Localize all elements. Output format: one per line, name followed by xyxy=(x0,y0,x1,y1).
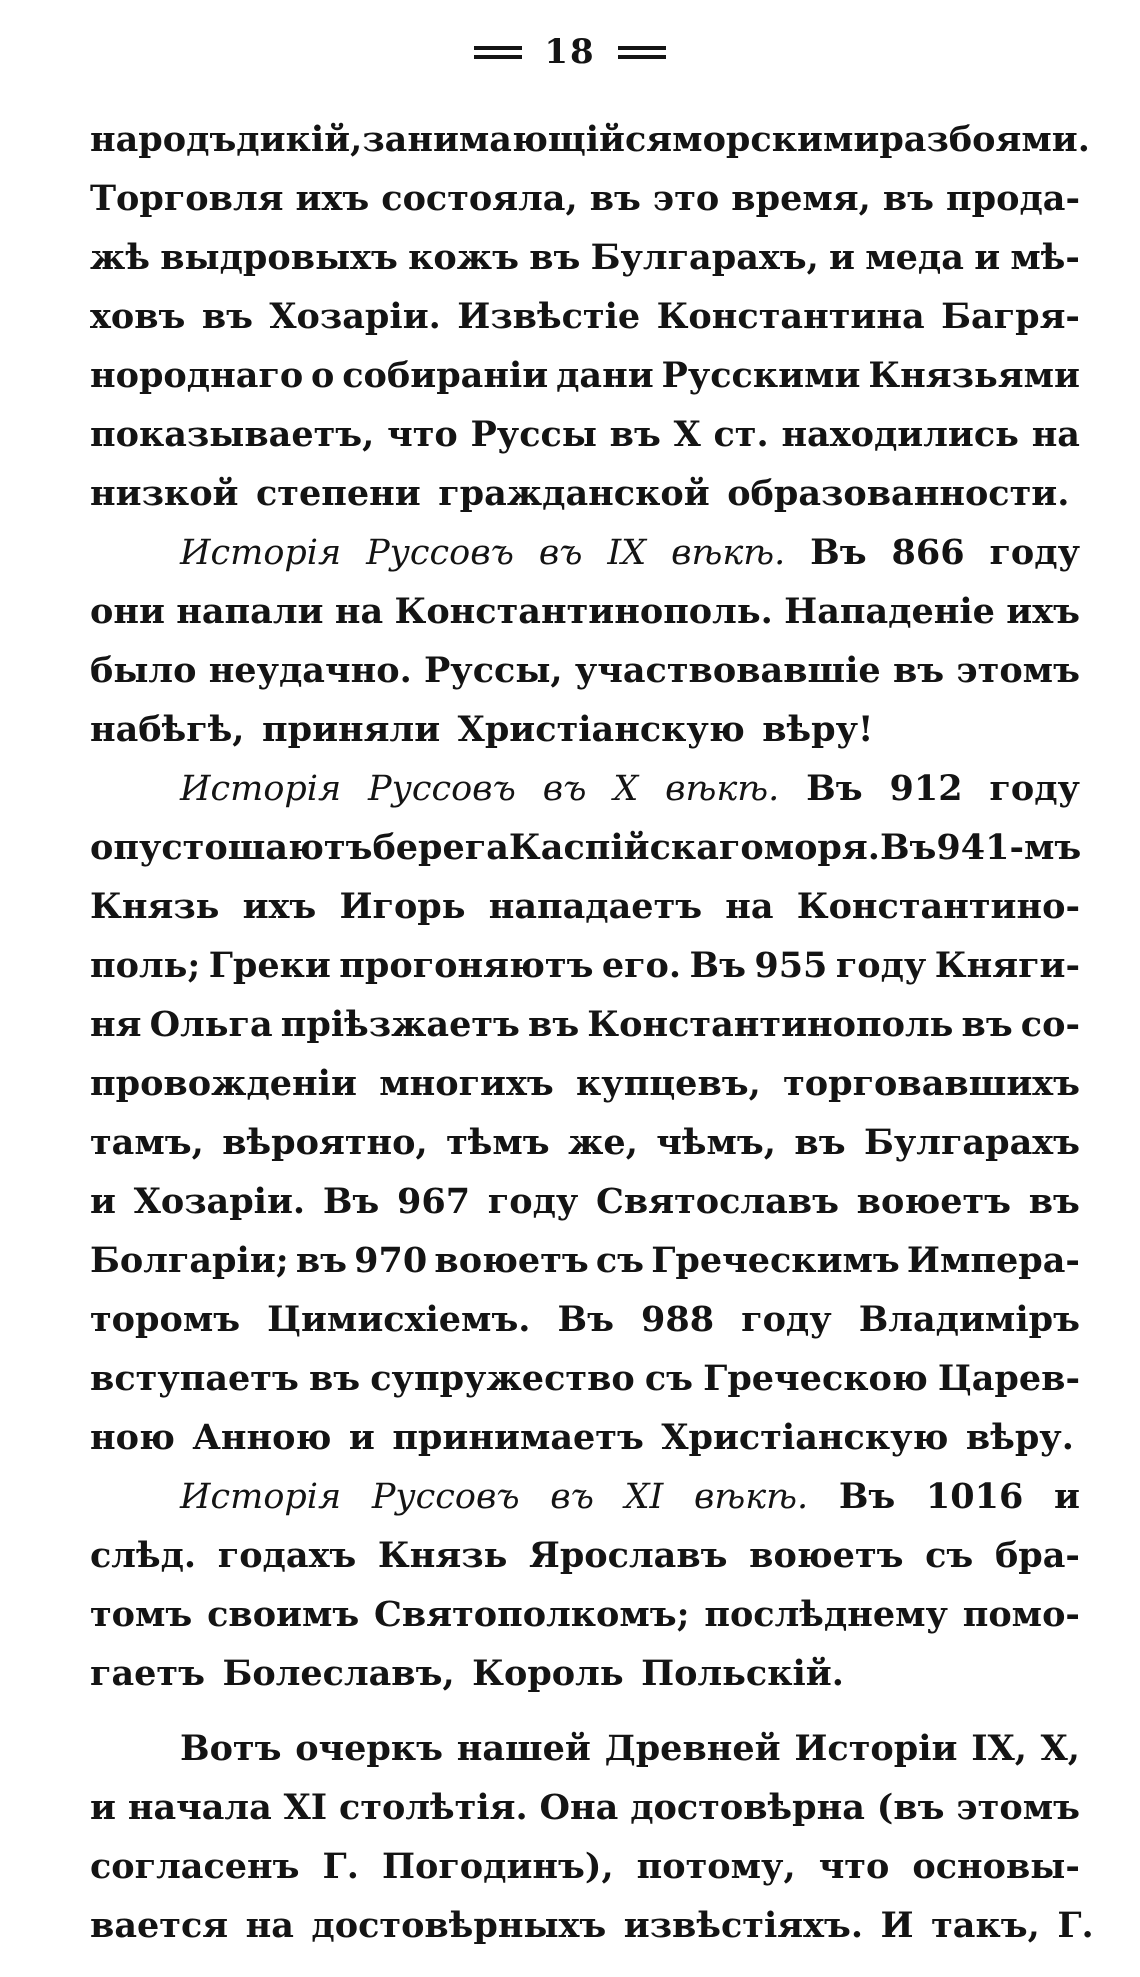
word: годахъ xyxy=(217,1535,357,1576)
word: Въ xyxy=(838,1476,896,1517)
word: Ольга xyxy=(149,1004,273,1045)
word: Багря- xyxy=(941,296,1080,337)
word: Анною xyxy=(192,1417,332,1458)
word: вступаетъ xyxy=(90,1358,299,1399)
italic-heading-word: Руссовъ xyxy=(368,769,516,809)
word: Болгаріи; xyxy=(90,1240,289,1281)
word: собираніи xyxy=(342,355,549,396)
word: Святополкомъ; xyxy=(374,1594,690,1635)
word: степени xyxy=(256,473,421,514)
word: ихъ xyxy=(295,178,370,219)
word: принимаетъ xyxy=(392,1417,644,1458)
text-line xyxy=(90,1172,1080,1231)
italic-heading-word: вѣкѣ. xyxy=(694,1477,809,1517)
word: Въ xyxy=(322,1181,380,1222)
word: въ xyxy=(295,1240,348,1281)
word: что xyxy=(387,414,458,455)
word: Г. xyxy=(322,1846,359,1887)
word: начала xyxy=(127,1787,272,1828)
word: 970 xyxy=(354,1240,428,1281)
word: вѣру. xyxy=(965,1417,1074,1458)
text-line xyxy=(90,1467,1080,1526)
word: Хозаріи. xyxy=(133,1181,306,1222)
word: тѣмъ xyxy=(446,1122,550,1163)
word: Древней xyxy=(604,1728,781,1769)
word: году xyxy=(741,1299,832,1340)
word: 967 xyxy=(397,1181,471,1222)
word: послѣднему xyxy=(704,1594,948,1635)
word: участвовавшіе xyxy=(574,650,881,691)
text-line xyxy=(90,1349,1080,1408)
word: многихъ xyxy=(379,1063,554,1104)
word: Погодинъ), xyxy=(381,1846,614,1887)
word: жѣ xyxy=(90,237,150,278)
word: неудачно. xyxy=(208,650,412,691)
word: 866 xyxy=(891,532,965,573)
word: прода- xyxy=(946,178,1080,219)
word: очеркъ xyxy=(295,1728,444,1769)
italic-heading-word: XI xyxy=(624,1477,664,1517)
word: набѣгѣ, xyxy=(90,709,245,750)
word: потому, xyxy=(636,1846,796,1887)
word: Болеславъ, xyxy=(222,1653,455,1694)
header-rule-right xyxy=(618,41,666,63)
word: же, xyxy=(568,1122,638,1163)
word: Греческимъ xyxy=(651,1240,900,1281)
word: съ xyxy=(595,1240,645,1281)
word: на xyxy=(334,591,384,632)
word: (въ xyxy=(876,1787,945,1828)
text-line xyxy=(90,169,1080,228)
word: ихъ xyxy=(1006,591,1080,632)
text-line xyxy=(90,110,1090,169)
word: вѣру! xyxy=(762,709,874,750)
text-line xyxy=(90,1837,1080,1896)
word: Константина xyxy=(656,296,925,337)
word: со- xyxy=(1020,1004,1080,1045)
text-line xyxy=(90,582,1080,641)
word: занимающійся xyxy=(362,119,673,160)
italic-heading-word: Исторія xyxy=(180,769,342,809)
word: чѣмъ, xyxy=(656,1122,776,1163)
word: бра- xyxy=(994,1535,1080,1576)
word: народъ xyxy=(90,119,237,160)
word: меда xyxy=(865,237,964,278)
word: время, xyxy=(731,178,871,219)
text-line xyxy=(90,464,1080,523)
word: съ xyxy=(925,1535,974,1576)
italic-heading-word: вѣкѣ. xyxy=(671,533,786,573)
text-line xyxy=(90,405,1080,464)
text-line xyxy=(90,346,1080,405)
text-line xyxy=(90,1719,1080,1778)
word: IX, xyxy=(971,1728,1027,1769)
word: X, xyxy=(1040,1728,1080,1769)
word: Польскій. xyxy=(641,1653,844,1694)
italic-heading-word: Руссовъ xyxy=(371,1477,520,1517)
word: гаетъ xyxy=(90,1653,205,1694)
word: показываетъ, xyxy=(90,414,375,455)
word: на xyxy=(725,886,774,927)
text-line xyxy=(90,1054,1080,1113)
paragraph-gap xyxy=(90,1703,1080,1719)
word: такъ, xyxy=(931,1905,1040,1946)
word: приняли xyxy=(262,709,441,750)
word: X xyxy=(673,414,701,455)
word: разбоями. xyxy=(879,119,1090,160)
word: ховъ xyxy=(90,296,186,337)
word: нороднаго xyxy=(90,355,304,396)
word: Греческою xyxy=(703,1358,928,1399)
word: Князь xyxy=(377,1535,508,1576)
text-line xyxy=(90,700,1080,759)
text-line xyxy=(90,641,1080,700)
word: году xyxy=(835,945,927,986)
word: прогоняютъ xyxy=(339,945,594,986)
word: ст. xyxy=(713,414,769,455)
word: купцевъ, xyxy=(576,1063,761,1104)
word: въ xyxy=(201,296,253,337)
text-line xyxy=(90,1896,1094,1955)
word: Константинополь. xyxy=(394,591,773,632)
text-line xyxy=(90,1585,1080,1644)
word: и xyxy=(829,237,855,278)
word: вѣроятно, xyxy=(222,1122,428,1163)
word: этомъ xyxy=(956,650,1080,691)
italic-heading-word: Руссовъ xyxy=(366,533,514,573)
word: году xyxy=(989,768,1080,809)
word: это xyxy=(652,178,720,219)
word: воюетъ xyxy=(434,1240,589,1281)
word: опустошаютъ xyxy=(90,827,373,868)
word: вается xyxy=(90,1905,229,1946)
word: Хозаріи. xyxy=(269,296,441,337)
word: тамъ, xyxy=(90,1122,204,1163)
italic-heading-word: вѣкѣ. xyxy=(665,769,780,809)
word: въ xyxy=(1028,1181,1080,1222)
text-line xyxy=(90,1231,1080,1290)
word: въ xyxy=(589,178,641,219)
word: на xyxy=(245,1905,294,1946)
italic-heading-word: Исторія xyxy=(180,1477,342,1517)
word: ня xyxy=(90,1004,142,1045)
word: нападаетъ xyxy=(488,886,703,927)
word: въ xyxy=(528,1004,580,1045)
word: въ xyxy=(892,650,945,691)
word: берега xyxy=(372,827,509,868)
word: нашей xyxy=(456,1728,591,1769)
word: Христіанскую xyxy=(661,1417,949,1458)
word: въ xyxy=(308,1358,361,1399)
word: 988 xyxy=(641,1299,715,1340)
word: Исторіи xyxy=(794,1728,958,1769)
word: 941-мъ xyxy=(936,827,1082,868)
word: что xyxy=(818,1846,890,1887)
word: слѣд. xyxy=(90,1535,197,1576)
word: И xyxy=(880,1905,914,1946)
word: Въ xyxy=(689,945,746,986)
page-header xyxy=(0,22,1140,82)
word: согласенъ xyxy=(90,1846,300,1887)
word: состояла, xyxy=(381,178,578,219)
italic-heading-word: X xyxy=(613,769,639,809)
word: Ярославъ xyxy=(528,1535,728,1576)
text-line xyxy=(90,1778,1080,1837)
text-line xyxy=(90,228,1080,287)
word: Булгарахъ, xyxy=(590,237,819,278)
word: и xyxy=(974,237,1001,278)
word: 1016 xyxy=(925,1476,1024,1517)
word: Игорь xyxy=(339,886,466,927)
word: году xyxy=(487,1181,579,1222)
italic-heading-word: въ xyxy=(550,1477,594,1517)
word: Въ xyxy=(557,1299,614,1340)
word: въ xyxy=(794,1122,846,1163)
text-line xyxy=(90,759,1080,818)
word: этомъ xyxy=(956,1787,1080,1828)
word: Руссы, xyxy=(423,650,563,691)
word: кожъ xyxy=(408,237,519,278)
word: они xyxy=(90,591,165,632)
word: на xyxy=(1031,414,1080,455)
word: пріѣзжаетъ xyxy=(280,1004,520,1045)
word: дани xyxy=(556,355,654,396)
word: 955 xyxy=(754,945,828,986)
text-line xyxy=(90,936,1080,995)
header-rule-left xyxy=(474,41,522,63)
word: о xyxy=(311,355,335,396)
word: торомъ xyxy=(90,1299,241,1340)
word: Греки xyxy=(208,945,331,986)
word: столѣтія. xyxy=(339,1787,528,1828)
word: 912 xyxy=(889,768,963,809)
word: супружество xyxy=(370,1358,635,1399)
word: воюетъ xyxy=(856,1181,1012,1222)
body-text xyxy=(90,110,1094,1955)
word: мѣ- xyxy=(1010,237,1080,278)
word: основы- xyxy=(912,1846,1080,1887)
text-line xyxy=(90,818,1080,877)
word: и xyxy=(90,1787,116,1828)
word: Г. xyxy=(1057,1905,1094,1946)
word: Въ xyxy=(810,532,867,573)
word: достовѣрна xyxy=(630,1787,865,1828)
word: Извѣстіе xyxy=(457,296,641,337)
text-line xyxy=(90,1113,1080,1172)
word: Христіанскую xyxy=(457,709,745,750)
text-line xyxy=(90,877,1080,936)
italic-heading-word: въ xyxy=(542,769,587,809)
text-line xyxy=(90,1408,1080,1467)
text-line xyxy=(90,1644,1080,1703)
text-line xyxy=(90,1526,1080,1585)
word: Нападеніе xyxy=(784,591,995,632)
word: ною xyxy=(90,1417,175,1458)
word: Константино- xyxy=(796,886,1080,927)
italic-heading-word: въ xyxy=(538,533,583,573)
word: съ xyxy=(644,1358,694,1399)
text-line xyxy=(90,287,1080,346)
word: гражданской xyxy=(438,473,710,514)
word: Русскими xyxy=(661,355,861,396)
word: достовѣрныхъ xyxy=(311,1905,607,1946)
word: Царев- xyxy=(937,1358,1080,1399)
word: Въ xyxy=(806,768,863,809)
word: его. xyxy=(601,945,682,986)
word: Руссы xyxy=(470,414,597,455)
word: извѣстіяхъ. xyxy=(623,1905,864,1946)
word: низкой xyxy=(90,473,239,514)
page-number: 18 xyxy=(544,32,596,72)
word: было xyxy=(90,650,197,691)
word: томъ xyxy=(90,1594,193,1635)
word: Булгарахъ xyxy=(863,1122,1080,1163)
word: своимъ xyxy=(207,1594,360,1635)
word: въ xyxy=(882,178,934,219)
word: Король xyxy=(472,1653,624,1694)
word: Торговля xyxy=(90,178,284,219)
word: ихъ xyxy=(242,886,317,927)
word: Вотъ xyxy=(180,1728,282,1769)
word: Владиміръ xyxy=(858,1299,1080,1340)
word: въ xyxy=(609,414,661,455)
word: помо- xyxy=(962,1594,1080,1635)
word: Въ xyxy=(879,827,937,868)
word: и xyxy=(348,1417,375,1458)
text-line xyxy=(90,523,1080,582)
text-line xyxy=(90,1290,1080,1349)
italic-heading-word: Исторія xyxy=(180,533,342,573)
word: и xyxy=(90,1181,116,1222)
word: въ xyxy=(961,1004,1013,1045)
word: напали xyxy=(176,591,324,632)
text-line xyxy=(90,995,1080,1054)
word: году xyxy=(989,532,1080,573)
word: Святославъ xyxy=(596,1181,839,1222)
italic-heading-word: IX xyxy=(607,533,647,573)
word: Импера- xyxy=(906,1240,1080,1281)
word: Она xyxy=(539,1787,619,1828)
word: Каспійскаго xyxy=(508,827,764,868)
word: Князьями xyxy=(868,355,1080,396)
word: дикій, xyxy=(236,119,363,160)
word: морскими xyxy=(672,119,880,160)
word: поль; xyxy=(90,945,201,986)
word: находились xyxy=(781,414,1019,455)
word: и xyxy=(1053,1476,1080,1517)
word: въ xyxy=(529,237,581,278)
word: Князь xyxy=(90,886,220,927)
word: Константинополь xyxy=(587,1004,954,1045)
word: Цимисхіемъ. xyxy=(267,1299,531,1340)
word: воюетъ xyxy=(749,1535,904,1576)
word: XI xyxy=(283,1787,328,1828)
word: Княги- xyxy=(934,945,1080,986)
word: выдровыхъ xyxy=(160,237,398,278)
word: моря. xyxy=(763,827,880,868)
word: торговавшихъ xyxy=(783,1063,1080,1104)
word: образованности. xyxy=(727,473,1070,514)
word: провожденіи xyxy=(90,1063,357,1104)
